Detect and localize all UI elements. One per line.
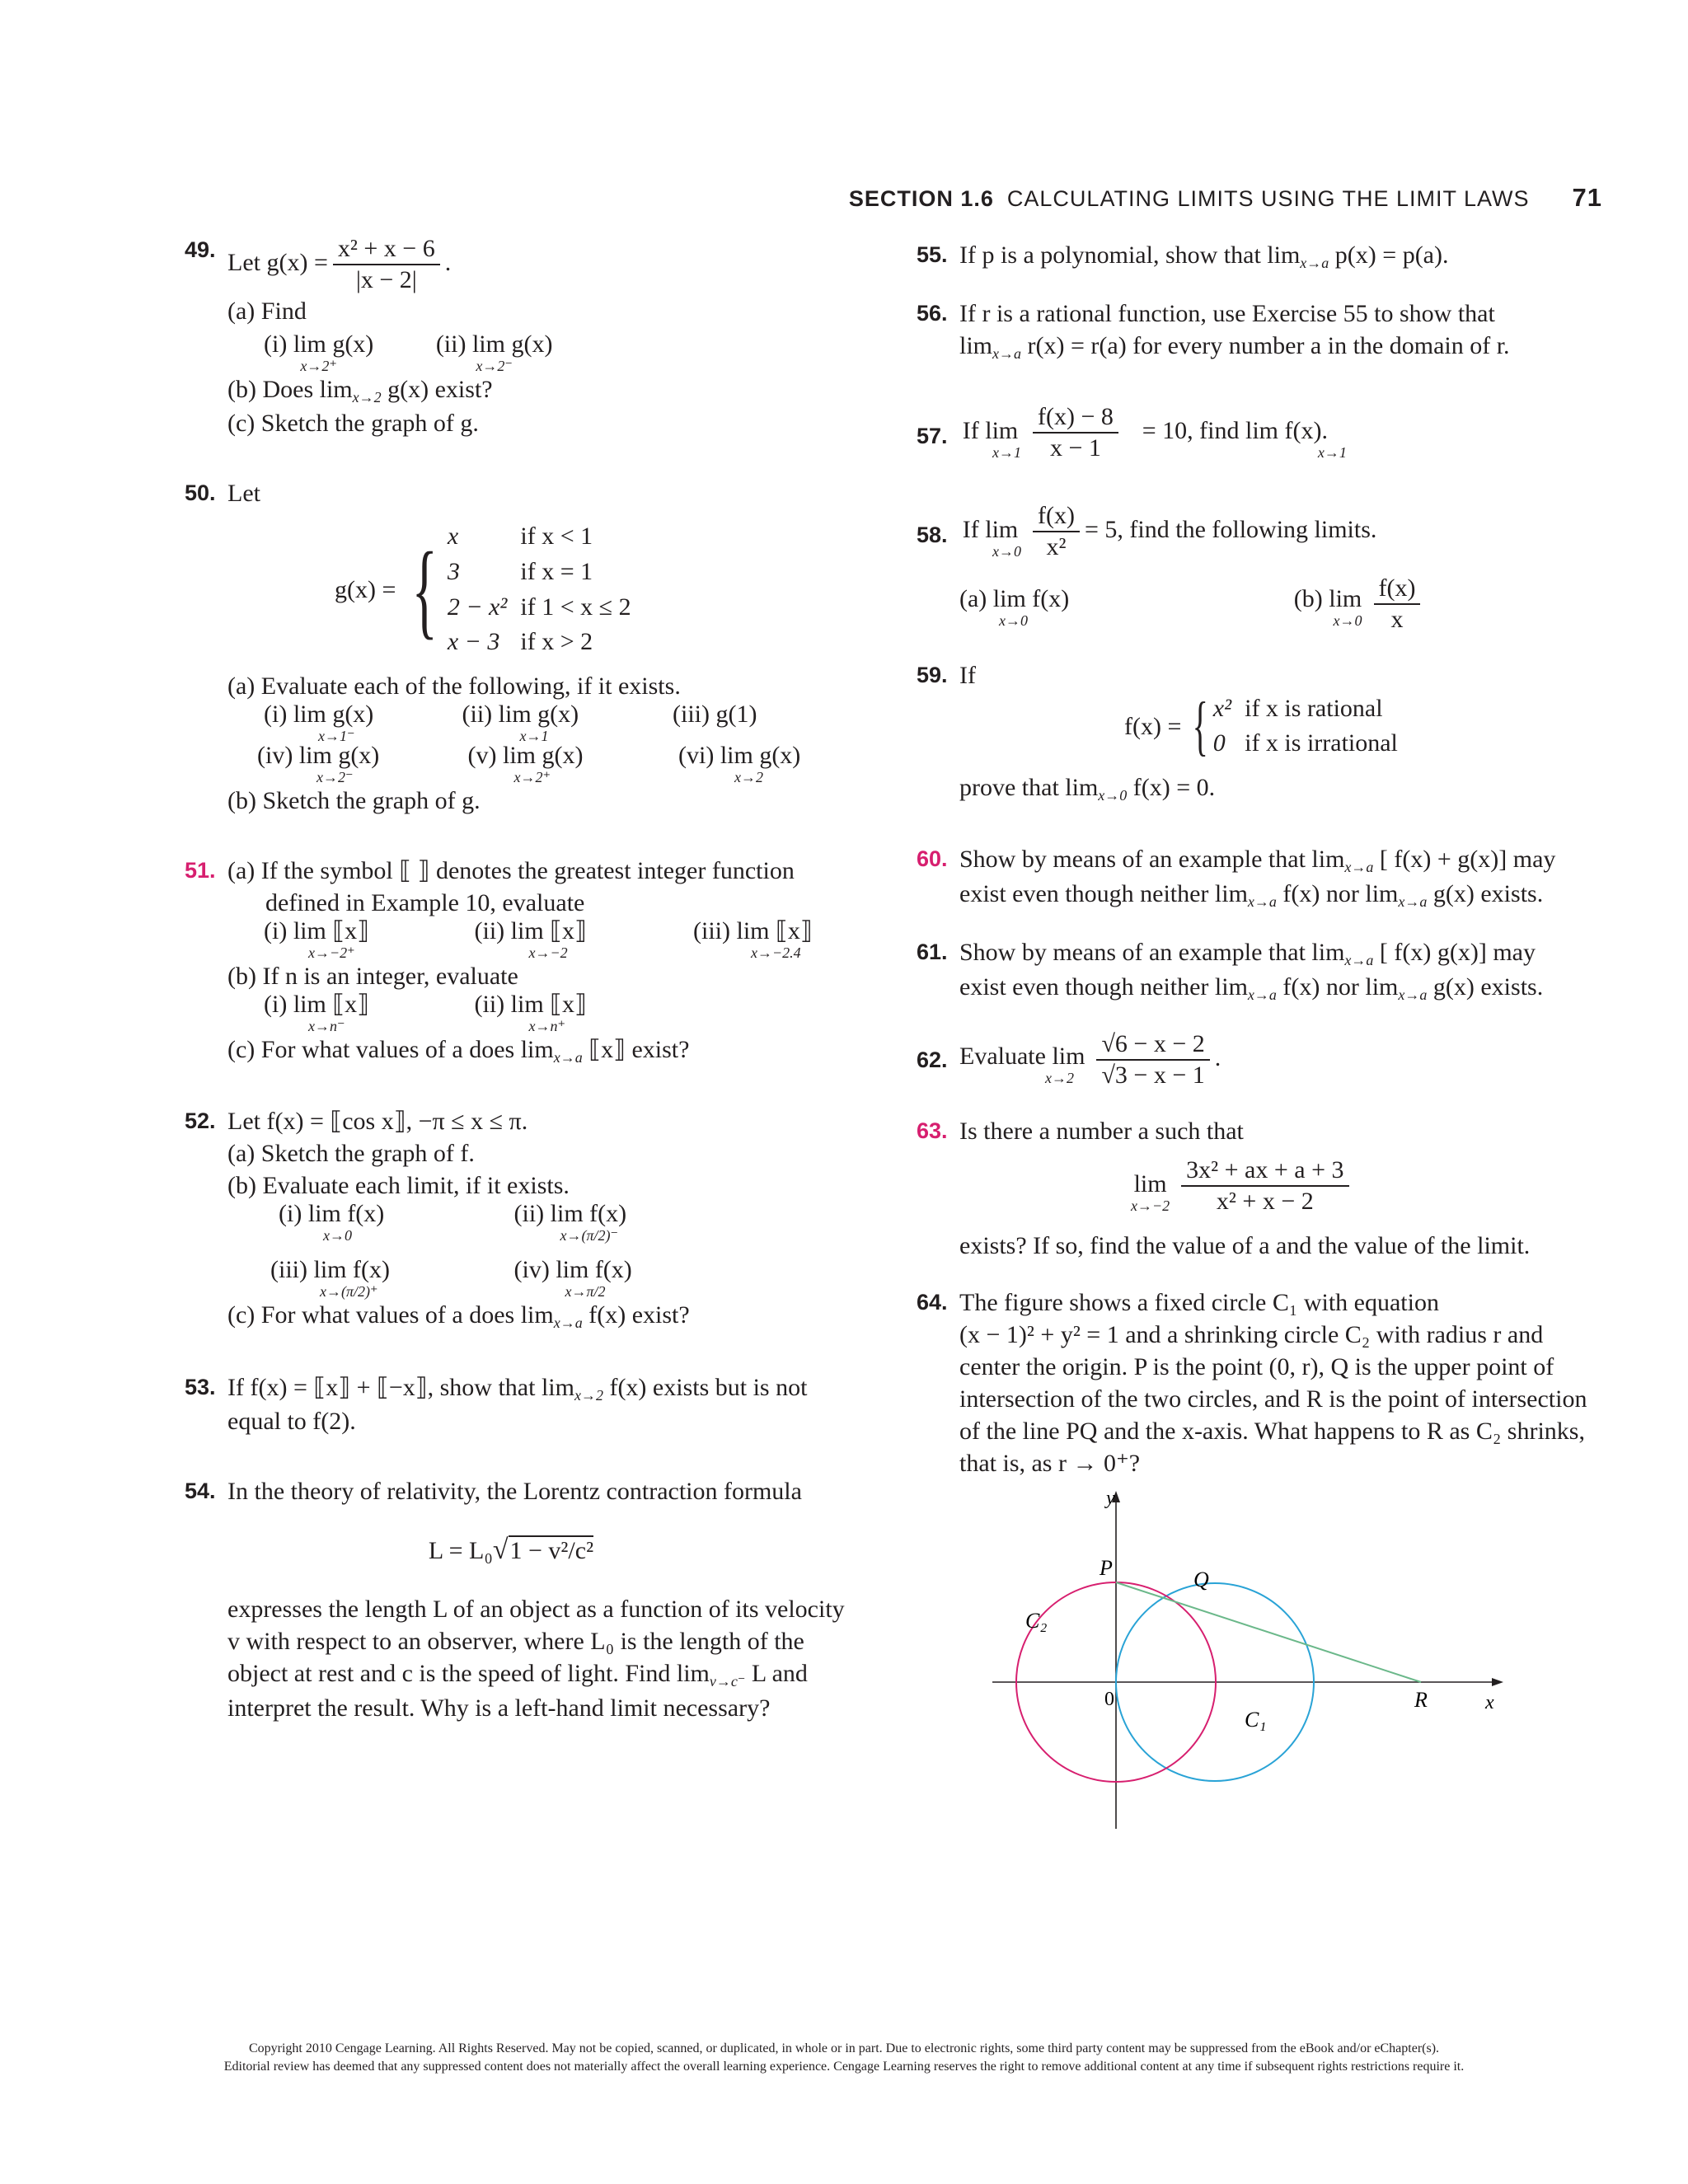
problem-number: 51. [185,857,216,883]
denominator: x [1374,603,1421,635]
numerator: f(x) [1378,574,1416,602]
function-name: f(x) = [1124,712,1182,740]
line-1: Is there a number a such that [959,1117,1244,1145]
x-label: x [1485,1691,1494,1713]
line-1 [959,239,1609,273]
limit-i [264,916,462,961]
limit-sub: x→π/2 [565,1283,606,1301]
limit-text: Evaluate lim [959,1042,1085,1070]
line-1 [959,843,1609,877]
section-title: CALCULATING LIMITS USING THE LIMIT LAWS [1006,186,1530,211]
numerator: f(x) [1038,501,1075,529]
limit-text: (v) lim g(x) [467,741,584,769]
fraction [1033,402,1118,463]
line-2 [959,330,1609,363]
footer-line-2: Editorial review has deemed that any suppressed content does not materially affect the overall learning experience. Cengage Learning reserves the right to remove additional content at any time if subsequent rights restrictions require it. [223,2059,1465,2074]
text: r(x) = r(a) for every number a in the domain of r. [1021,332,1510,360]
line-1 [959,936,1609,970]
denominator: x² [1033,531,1080,562]
problem-number: 53. [185,1374,216,1399]
limit-sub: v→c⁻ [709,1673,746,1690]
numerator: f(x) − 8 [1038,402,1114,430]
limit-text: (ii) lim g(x) [435,330,553,358]
problem-53 [185,1371,877,1437]
piece-condition: if 1 < x ≤ 2 [520,593,631,621]
limit-expression [959,1155,1609,1216]
limit-sub: x→a [1344,952,1374,969]
line-1 [227,1371,877,1405]
fraction-b [1374,574,1421,635]
limit-sub: x→a [1344,859,1374,876]
limit-text: If lim [962,515,1019,543]
limit-text: (vi) lim g(x) [678,741,801,769]
limit-sub: x→−2⁺ [308,944,355,961]
limit-sub: x→a [553,1315,583,1332]
prove-line [959,771,1609,805]
limit-text: (i) lim f(x) [279,1200,385,1228]
limit-vi [678,743,800,785]
limit-sub: x→a [992,345,1022,363]
text: Show by means of an example that lim [959,939,1345,967]
limit-iii [270,1258,501,1299]
problem-50 [185,477,877,816]
problem-number: 50. [185,480,216,506]
denominator: x − 1 [1033,432,1118,463]
piece-condition: if x is rational [1245,694,1383,722]
limit-sub: x→2⁻ [476,358,513,374]
radicand: 1 − v²/c² [509,1536,594,1564]
problem-55 [917,239,1609,273]
text-line: intersection of the two circles, and R is the point of intersection [959,1385,1587,1413]
limit-text: (iv) lim g(x) [257,741,380,769]
limit-sub: x→0 [323,1227,352,1244]
text: [ f(x) g(x)] may [1373,939,1536,967]
limit-sub: x→2 [352,389,382,405]
function-name: g(x) = [335,576,396,604]
limit-text: (iii) lim ⟦x⟧ [693,916,813,944]
fraction [1096,1029,1209,1090]
limit-text: If lim [962,416,1019,444]
limit-text: lim [1133,1169,1167,1197]
y-label: y [1106,1490,1115,1509]
limit [1131,1169,1170,1214]
piece-condition: if x < 1 [520,523,593,551]
limit-sub: x→(π/2)⁻ [560,1227,618,1244]
limit-text: (b) lim [1293,584,1362,612]
text: (c) For what values of a does lim [227,1301,554,1329]
limit-sub: x→0 [992,542,1021,560]
radical-sign: √ [492,1534,509,1565]
equation [959,402,1609,463]
part-a-cont: defined in Example 10, evaluate [265,888,585,916]
limit-text: (ii) lim ⟦x⟧ [474,916,587,944]
limit-ii [474,916,681,961]
limit-i [264,332,373,373]
piece-expression: 2 − x² [447,593,508,621]
part-b [227,373,877,407]
problem-60 [917,843,1609,912]
fraction [1033,501,1080,562]
limit-text: (ii) lim ⟦x⟧ [474,990,587,1018]
limit-sub: x→a [1398,893,1428,910]
limit-ii [462,702,660,743]
limit-text: (iv) lim f(x) [513,1256,632,1284]
limit-sub: x→a [1300,255,1329,271]
problem-number: 64. [917,1289,948,1315]
limit-sub: x→0 [999,612,1028,629]
numerator: x² + x − 6 [337,235,435,262]
text: f(x) = 0. [1127,773,1216,801]
text: If p is a polynomial, show that lim [959,241,1301,269]
denominator: x² + x − 2 [1181,1185,1348,1216]
denominator: √3 − x − 1 [1096,1059,1209,1090]
piece-condition: if x = 1 [520,557,593,585]
problem-number: 60. [917,846,948,872]
text-line: that is, as r → 0⁺? [959,1449,1141,1477]
problem-62 [917,1029,1609,1090]
problem-number: 59. [917,662,948,687]
limit-text: (i) lim ⟦x⟧ [264,916,370,944]
limit-ii [514,1202,627,1243]
circles-figure [976,1491,1503,1837]
problem-63 [917,1115,1609,1262]
limit-text: (a) lim f(x) [959,584,1070,612]
limit-sub: x→a [1398,986,1428,1003]
problem-56 [917,298,1609,363]
limit-sub: x→2 [1045,1069,1074,1086]
text: ⟦x⟧ exist? [582,1035,690,1063]
point-q-label: Q [1193,1567,1209,1591]
punct: . [1214,1043,1221,1071]
problem-58 [917,501,1609,635]
problem-number: 49. [185,237,216,262]
point-p-label: P [1100,1555,1113,1580]
text: g(x) exists. [1427,972,1544,1001]
piece-expression: x² [1212,694,1232,722]
limit [959,515,1021,560]
c2-label: C₂ [1025,1608,1048,1633]
text: g(x) exists. [1427,879,1544,907]
copyright-footer [0,2040,1688,2075]
limit-b [1293,584,1362,629]
problem-64 [917,1286,1609,1837]
limit-i [264,702,449,743]
text: exist even though neither lim [959,879,1248,907]
limit-iii [693,916,813,961]
line-2: expresses the length L of an object as a function of its velocity [227,1596,845,1624]
piecewise-g [335,519,641,659]
part-a: (a) If the symbol ⟦ ⟧ denotes the greatest integer function [227,856,795,884]
limit-text: (ii) lim g(x) [462,700,579,728]
problem-number: 52. [185,1108,216,1134]
right-column [917,239,1609,1875]
limit-sub: x→n⁺ [528,1017,565,1034]
point-r-label: R [1414,1687,1428,1712]
limit-a [959,584,1281,629]
limit-bii [475,992,587,1033]
lorentz-formula [145,1532,877,1568]
text: prove that lim [959,773,1099,801]
text: (c) For what values of a does lim [227,1035,554,1063]
text: (b) Does lim [227,376,353,403]
x-axis-arrow [1492,1678,1503,1686]
piecewise-table [1210,691,1408,762]
limit-sub: x→−2.4 [751,944,801,961]
page-number: 71 [1572,183,1602,212]
problem-number: 56. [917,301,948,326]
text: [ f(x) + g(x)] may [1373,846,1556,874]
section-number: SECTION 1.6 [848,186,994,211]
piecewise-row [444,519,641,555]
fraction [1181,1155,1348,1216]
text-line: of the line PQ and the x-axis. What happens to R as C₂ shrinks, [959,1417,1585,1445]
text: exist even though neither lim [959,972,1248,1001]
origin-label: 0 [1104,1688,1114,1710]
text: p(x) = p(a). [1329,241,1449,269]
limit-text: (ii) lim f(x) [513,1200,627,1228]
text: f(x) exist? [582,1301,690,1329]
piecewise-row [1210,691,1408,727]
text: = 5, find the following limits. [1084,515,1377,543]
equation [959,501,1609,562]
problem-number: 63. [917,1118,948,1143]
limit-sub: x→1 [519,727,549,744]
limit-sub: x→a [553,1048,583,1066]
line-4 [227,1657,877,1691]
limit-sub: x→−2 [1131,1197,1170,1214]
numerator: 3x² + ax + a + 3 [1186,1155,1344,1183]
limit-sub: x→n⁻ [308,1017,345,1034]
line-2 [959,971,1609,1005]
limit-sub: x→0 [1098,786,1128,804]
fraction [333,234,440,295]
lead-text: Let [227,480,260,508]
running-header [849,183,1602,213]
lead-text: If [959,661,976,689]
piecewise-f [1124,691,1408,762]
text: L and [745,1660,808,1688]
problem-number: 58. [917,522,948,547]
denominator: |x − 2| [333,264,440,295]
part-b: (b) Sketch the graph of g. [227,786,481,814]
limit [959,1044,1085,1085]
problem-61 [917,936,1609,1005]
part-c [227,1033,877,1067]
part-c: (c) Sketch the graph of g. [227,410,479,438]
text: If f(x) = ⟦x⟧ + ⟦−x⟧, show that lim [227,1373,574,1401]
text-line: The figure shows a fixed circle C₁ with equation [959,1288,1439,1316]
problem-number: 54. [185,1478,216,1503]
problem-number: 57. [917,423,948,448]
text: f(x) nor lim [1276,879,1399,907]
text: object at rest and c is the speed of light. Find lim [227,1660,710,1688]
limit-i [279,1202,501,1243]
problem-49 [185,234,877,439]
text: g(x) exist? [381,376,493,403]
piece-expression: 0 [1212,729,1226,757]
text: Show by means of an example that lim [959,846,1345,874]
limit-sub: x→−2 [528,944,568,961]
left-column [185,235,877,1762]
part-a: (a) Sketch the graph of f. [227,1140,475,1168]
equation [959,1029,1609,1090]
piece-condition: if x is irrational [1245,729,1398,757]
limit-sub: x→2⁻ [316,768,354,785]
limit [959,416,1021,461]
piece-expression: x [447,523,459,551]
limit-sub: x→2⁺ [513,768,551,785]
piecewise-row [444,625,641,660]
limit-text: (iii) lim f(x) [270,1256,390,1284]
limit-sub: x→(π/2)⁺ [320,1283,378,1301]
piecewise-table [444,519,641,659]
part-c [227,1299,877,1333]
problem-number: 55. [917,242,948,267]
limit-text: (i) lim g(x) [264,330,374,358]
line-pq [1116,1582,1421,1682]
problem-59 [917,659,1609,806]
limit-sub: x→1⁻ [318,727,355,744]
c1-label: C₁ [1245,1707,1267,1732]
limit-sub: x→2⁺ [300,358,337,374]
limit-sub: x→0 [1333,612,1362,629]
piece-condition: if x > 2 [520,628,593,656]
line-3: v with respect to an observer, where L₀ is the length of the [227,1628,804,1656]
parts [959,574,1609,635]
line-2 [959,878,1609,912]
text-line: (x − 1)² + y² = 1 and a shrinking circle C₂ with radius r and [959,1320,1544,1348]
limit-text: (i) lim g(x) [264,700,374,728]
piecewise-row [444,555,641,590]
limit-text: = 10, find lim f(x). [1142,416,1328,444]
limit-bi [264,992,462,1033]
line-2: exists? If so, find the value of a and the value of the limit. [959,1231,1531,1259]
limit-2 [1123,416,1347,461]
limit-sub: x→a [1247,986,1277,1003]
limit-sub: x→a [1247,893,1277,910]
left-brace: { [1192,690,1209,763]
limit-sub: x→2 [734,768,763,785]
limit-sub: x→1 [992,443,1021,461]
piece-expression: 3 [447,557,460,585]
lead-text: Let g(x) = [227,248,328,276]
text-line: center the origin. P is the point (0, r), Q is the upper point of [959,1352,1554,1380]
part-a: (a) Find [227,298,307,325]
limit-iv [257,743,455,785]
line-2: equal to f(2). [227,1407,356,1435]
line-1: If r is a rational function, use Exercise 55 to show that [959,300,1495,328]
limit-v [468,743,666,785]
problem-number: 62. [917,1047,948,1072]
problem-57 [917,402,1609,463]
footer-line-1: Copyright 2010 Cengage Learning. All Rights Reserved. May not be copied, scanned, or duplicated, in whole or in part. Due to electronic rights, some third party content may be suppressed from the eBook and/or eChapter(s). [248,2041,1440,2055]
lead-text: Let f(x) = ⟦cos x⟧, −π ≤ x ≤ π. [227,1108,528,1136]
value-iii [673,702,757,727]
line-1: In the theory of relativity, the Lorentz contraction formula [227,1477,802,1505]
piecewise-row [1210,726,1408,762]
piece-expression: x − 3 [447,628,500,656]
limit-text: (iii) g(1) [673,700,757,728]
limit-sub: x→2 [574,1386,603,1404]
text: lim [959,332,993,360]
numerator: √6 − x − 2 [1101,1029,1205,1057]
piecewise-row [444,590,641,626]
limit-ii [436,332,553,373]
punct: . [444,248,452,276]
limit-text: (i) lim ⟦x⟧ [264,990,370,1018]
part-b: (b) If n is an integer, evaluate [227,962,518,990]
problem-text [959,1286,1609,1479]
left-brace: { [412,530,438,649]
problem-number: 61. [917,940,948,965]
text: f(x) nor lim [1276,972,1399,1001]
part-b: (b) Evaluate each limit, if it exists. [227,1172,570,1200]
limit-iv [514,1258,632,1299]
problem-51 [185,855,877,1067]
line-5: interpret the result. Why is a left-hand limit necessary? [227,1694,771,1722]
part-a: (a) Evaluate each of the following, if it exists. [227,672,681,700]
limit-sub: x→1 [1317,443,1347,461]
problem-52 [185,1105,877,1333]
formula-left: L = L₀ [428,1536,493,1564]
problem-54 [185,1475,877,1724]
text: f(x) exists but is not [603,1373,808,1401]
